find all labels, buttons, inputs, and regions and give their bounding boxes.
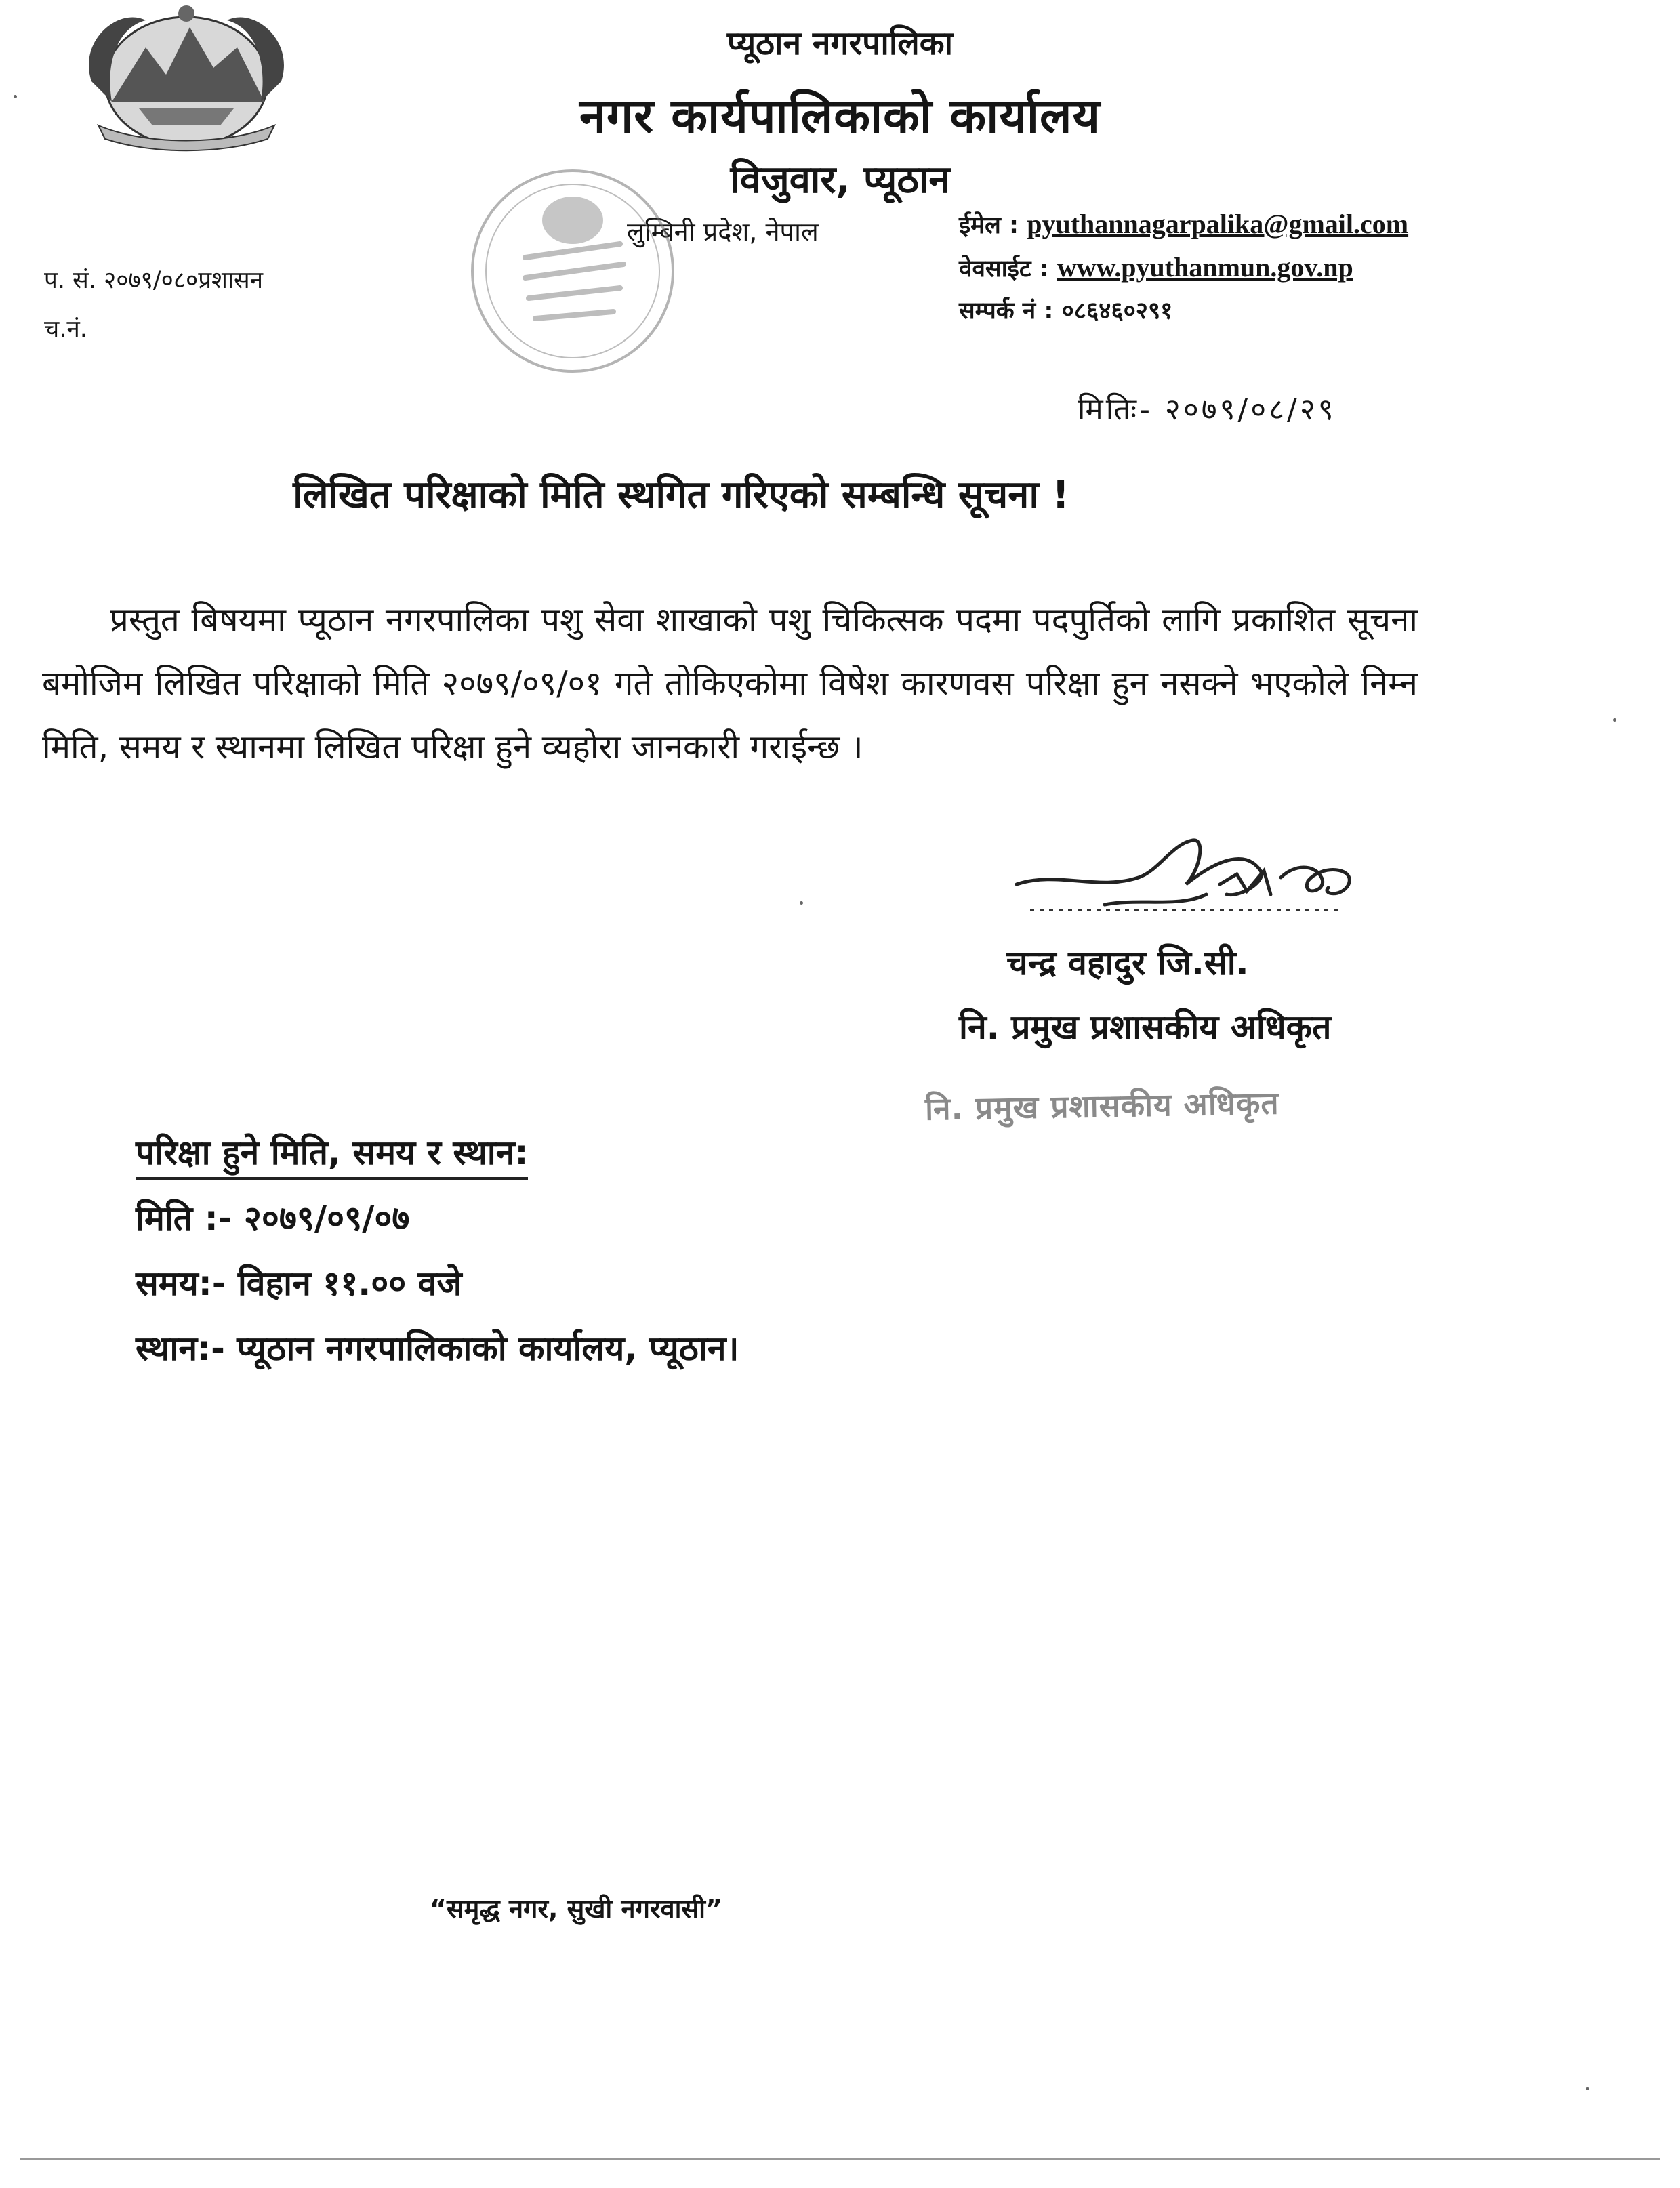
notice-body-text: प्रस्तुत बिषयमा प्यूठान नगरपालिका पशु सेवा शाखाको पशु चिकित्सक पदमा पदपुर्तिको लागि प्रकाशित सूचना बमोजिम लिखित परिक्षाको मिति २०७९/०९/०१ गते तोकिएकोमा विषेश कारणवस परिक्षा हुन नसक्ने भएकोले निम्न मिति, समय र स्थानमा लिखित परिक्षा हुने व्यहोरा जानकारी गराईन्छ । <box>42 600 1418 766</box>
office-stamp <box>451 163 695 379</box>
signatory-stamp: नि. प्रमुख प्रशासकीय अधिकृत <box>924 1084 1280 1128</box>
exam-details <box>136 1186 739 1381</box>
scan-edge-line <box>20 2158 1660 2160</box>
signature-icon <box>1003 830 1382 932</box>
office-province: लुम्बिनी प्रदेश, नेपाल <box>627 217 819 247</box>
chalani-number: च.नं. <box>44 316 87 343</box>
email-row <box>959 203 1408 247</box>
municipality-motto: “समृद्ध नगर, सुखी नगरवासी” <box>429 1894 722 1924</box>
exam-date: मिति :- २०७९/०९/०७ <box>136 1199 410 1238</box>
website-row <box>959 247 1408 290</box>
email-link[interactable]: pyuthannagarpalika@gmail.com <box>1027 209 1409 239</box>
notice-subject: लिखित परिक्षाको मिति स्थगित गरिएको सम्बन्धि सूचना ! <box>293 473 1069 517</box>
letter-date: मितिः- २०७९/०८/२९ <box>1078 392 1336 427</box>
notice-body <box>42 588 1418 779</box>
municipality-name: प्यूठान नगरपालिका <box>726 24 954 62</box>
exam-heading: परिक्षा हुने मिति, समय र स्थान: <box>136 1128 528 1180</box>
patra-sankhya: प. सं. २०७९/०८०प्रशासन <box>44 267 264 294</box>
phone-label: सम्पर्क नं : <box>959 297 1054 325</box>
contact-block <box>959 203 1408 332</box>
exam-place: स्थान:- प्यूठान नगरपालिकाको कार्यालय, प्यूठान। <box>136 1329 739 1368</box>
signatory-name: चन्द्र वहादुर जि.सी. <box>1006 943 1249 983</box>
office-address: विजुवार, प्यूठान <box>730 158 950 202</box>
reference-block <box>44 256 263 354</box>
scan-speck <box>1613 718 1616 722</box>
email-label: ईमेल : <box>959 212 1019 239</box>
office-name: नगर कार्यपालिकाको कार्यालय <box>579 88 1101 144</box>
website-link[interactable]: www.pyuthanmun.gov.np <box>1057 252 1353 283</box>
scan-speck <box>800 901 803 905</box>
phone-row <box>959 290 1408 332</box>
phone-number: ०८६४६०२९१ <box>1061 297 1173 325</box>
website-label: वेवसाईट : <box>959 255 1049 283</box>
signatory-title: नि. प्रमुख प्रशासकीय अधिकृत <box>959 1008 1332 1047</box>
exam-time: समय:- विहान ११.०० वजे <box>136 1264 462 1303</box>
scan-speck <box>14 95 17 98</box>
scan-speck <box>1586 2087 1589 2090</box>
